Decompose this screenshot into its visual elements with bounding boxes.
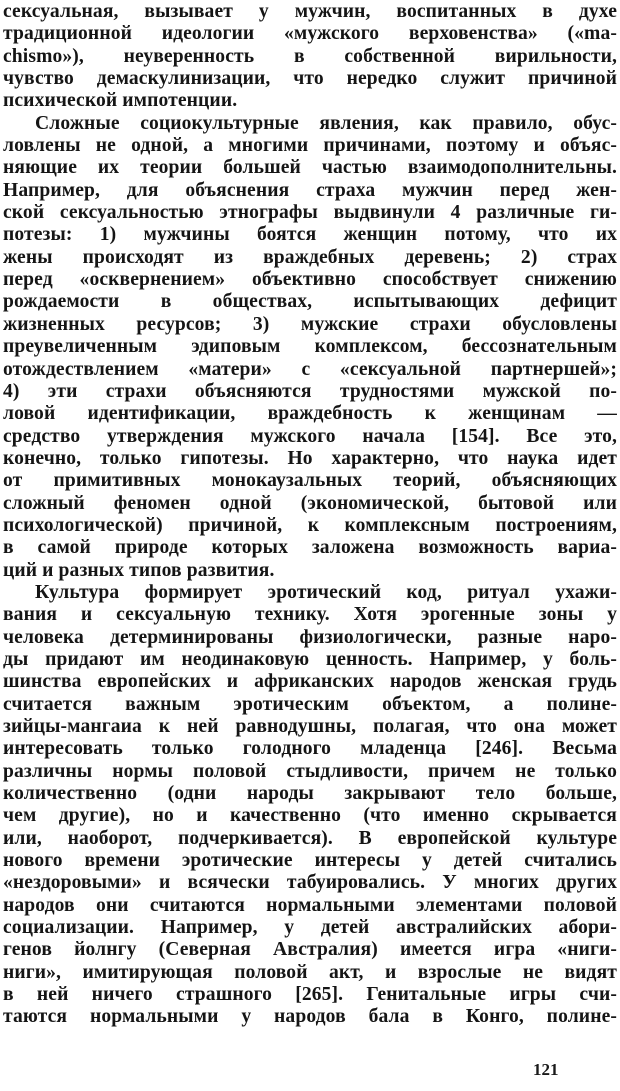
text-line: средство утверждения мужского начала [154]. Все это, (3, 425, 617, 447)
text-line: «нездоровыми» и всячески табуировались. У многих других (3, 872, 617, 894)
text-line: chismo»), неуверенность в собственной вирильности, (3, 45, 617, 67)
text-line: психологической) причиной, к комплексным построениям, (3, 514, 617, 536)
text-line: перед «осквернением» объективно способствует снижению (3, 269, 617, 291)
text-line: традиционной идеологии «мужского верховенства» («ma- (3, 23, 617, 45)
text-line: количественно (одни народы закрывают тело больше, (3, 783, 617, 805)
text-line: считается важным эротическим объектом, а полине- (3, 693, 617, 715)
text-line: ловлены не одной, а многими причинами, поэтому и объяс- (3, 135, 617, 157)
text-line: Сложные социокультурные явления, как правило, обус- (35, 112, 617, 134)
text-line: в ней ничего страшного [265]. Генитальные игры счи- (3, 984, 617, 1006)
text-line: человека детерминированы физиологически, разные наро- (3, 626, 617, 648)
text-line: зийцы-мангаиа к ней равнодушны, полагая, что она может (3, 716, 617, 737)
text-line: нового времени эротические интересы у детей считались (3, 850, 617, 872)
text-line: от примитивных монокаузальных теорий, объясняющих (3, 470, 617, 492)
text-line: сложный феномен одной (экономической, бытовой или (3, 492, 617, 514)
body-text (3, 1, 617, 1029)
text-line: таются нормальными у народов бала в Конго, полине- (3, 1006, 617, 1028)
text-line: ций и разных типов развития. (3, 559, 275, 581)
text-line: народов они считаются нормальными элементами половой (3, 894, 617, 916)
text-line: психической импотенции. (3, 90, 238, 112)
page-number: 121 (533, 1060, 559, 1079)
text-line: рождаемости в обществах, испытывающих дефицит (3, 291, 617, 313)
text-line: интересовать только голодного младенца [246]. Весьма (3, 738, 617, 760)
text-line: чувство демаскулинизации, что нередко служит причиной (3, 68, 617, 90)
text-line: сексуальная, вызывает у мужчин, воспитанных в духе (3, 1, 617, 22)
text-line: ловой идентификации, враждебность к женщинам — (3, 403, 617, 425)
text-line: преувеличенным эдиповым комплексом, бессознательным (3, 336, 617, 358)
text-line: отождествлением «матери» с «сексуальной партнершей»; (3, 358, 617, 380)
text-line: вания и сексуальную технику. Хотя эрогенные зоны у (3, 604, 617, 626)
text-line: ды придают им неодинаковую ценность. Например, у боль- (3, 648, 617, 670)
text-line: или, наоборот, подчеркивается). В европейской культуре (3, 827, 617, 849)
text-line: конечно, только гипотезы. Но характерно, что наука идет (3, 447, 617, 469)
text-line: жизненных ресурсов; 3) мужские страхи обусловлены (3, 313, 617, 335)
text-line: Культура формирует эротический код, ритуал ухажи- (35, 581, 617, 603)
text-line: различны нормы половой стыдливости, причем не только (3, 760, 617, 782)
text-line: жены происходят из враждебных деревень; 2) страх (3, 246, 617, 268)
text-line: генов йолнгу (Северная Австралия) имеется игра «ниги- (3, 939, 617, 961)
text-line: социализации. Например, у детей австралийских абори- (3, 917, 617, 939)
text-line: Например, для объяснения страха мужчин перед жен- (3, 179, 617, 201)
text-line: 4) эти страхи объясняются трудностями мужской по- (3, 380, 617, 402)
text-line: в самой природе которых заложена возможность вариа- (3, 537, 617, 559)
text-line: няющие их теории большей частью взаимодополнительны. (3, 157, 617, 179)
text-line: шинства европейских и африканских народов женская грудь (3, 671, 617, 693)
text-line: ниги», имитирующая половой акт, и взрослые не видят (3, 961, 617, 983)
text-line: чем другие), но и качественно (что именно скрывается (3, 805, 617, 827)
text-line: потезы: 1) мужчины боятся женщин потому, что их (3, 224, 617, 246)
text-line: ской сексуальностью этнографы выдвинули 4 различные ги- (3, 202, 617, 224)
